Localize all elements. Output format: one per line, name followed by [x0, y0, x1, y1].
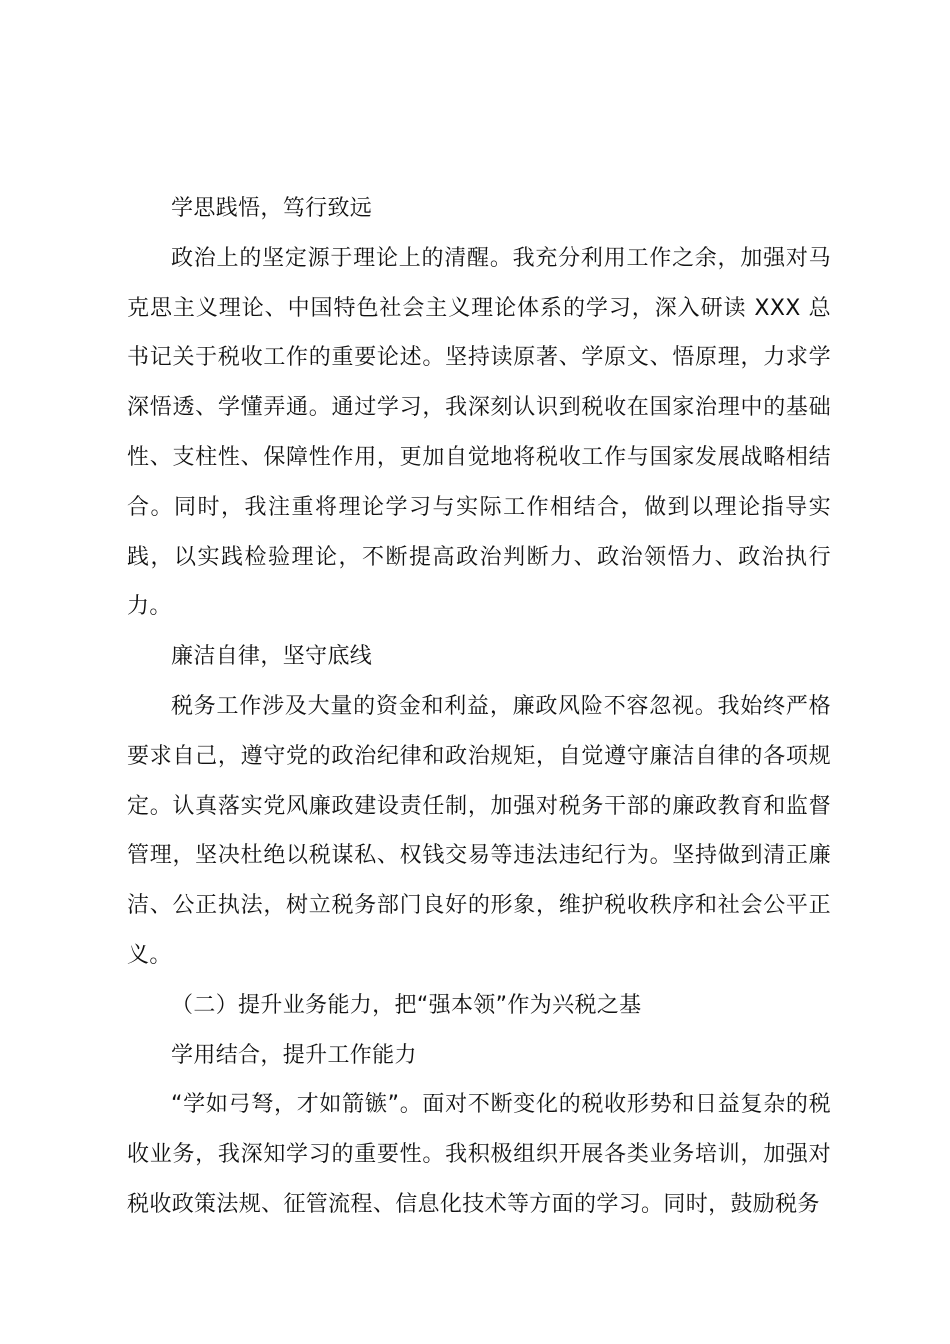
paragraph-political-theory: 政治上的坚定源于理论上的清醒。我充分利用工作之余，加强对马克思主义理论、中国特色社会主义理论体系的学习，深入研读 XXX 总书记关于税收工作的重要论述。坚持读原著、学原文、悟原理，力求学深悟透、学懂弄通。通过学习，我深刻认识到税收在国家治理中的基础性、支柱性、保障性作用，更加自觉地将税收工作与国家发展战略相结合。同时，我注重将理论学习与实际工作相结合，做到以理论指导实践，以实践检验理论，不断提高政治判断力、政治领悟力、政治执行力。 — [127, 245, 831, 620]
section-heading-study: 学思践悟，笃行致远 — [171, 196, 373, 221]
document-body — [127, 184, 831, 1230]
section-heading-integrity: 廉洁自律，坚守底线 — [171, 644, 373, 670]
paragraph-learning: “学如弓弩，才如箭镞”。面对不断变化的税收形势和日益复杂的税收业务，我深知学习的重要性。我积极组织开展各类业务培训，加强对税收政策法规、征管流程、信息化技术等方面的学习。同时，鼓励税务 — [127, 1092, 831, 1217]
section-heading-business-ability: （二）提升业务能力，把“强本领”作为兴税之基 — [171, 992, 642, 1018]
paragraph-integrity: 税务工作涉及大量的资金和利益，廉政风险不容忽视。我始终严格要求自己，遵守党的政治纪律和政治规矩，自觉遵守廉洁自律的各项规定。认真落实党风廉政建设责任制，加强对税务干部的廉政教育和监督管理，坚决杜绝以税谋私、权钱交易等违法违纪行为。坚持做到清正廉洁、公正执法，树立税务部门良好的形象，维护税收秩序和社会公平正义。 — [127, 693, 831, 968]
section-heading-learning-application: 学用结合，提升工作能力 — [171, 1042, 417, 1068]
